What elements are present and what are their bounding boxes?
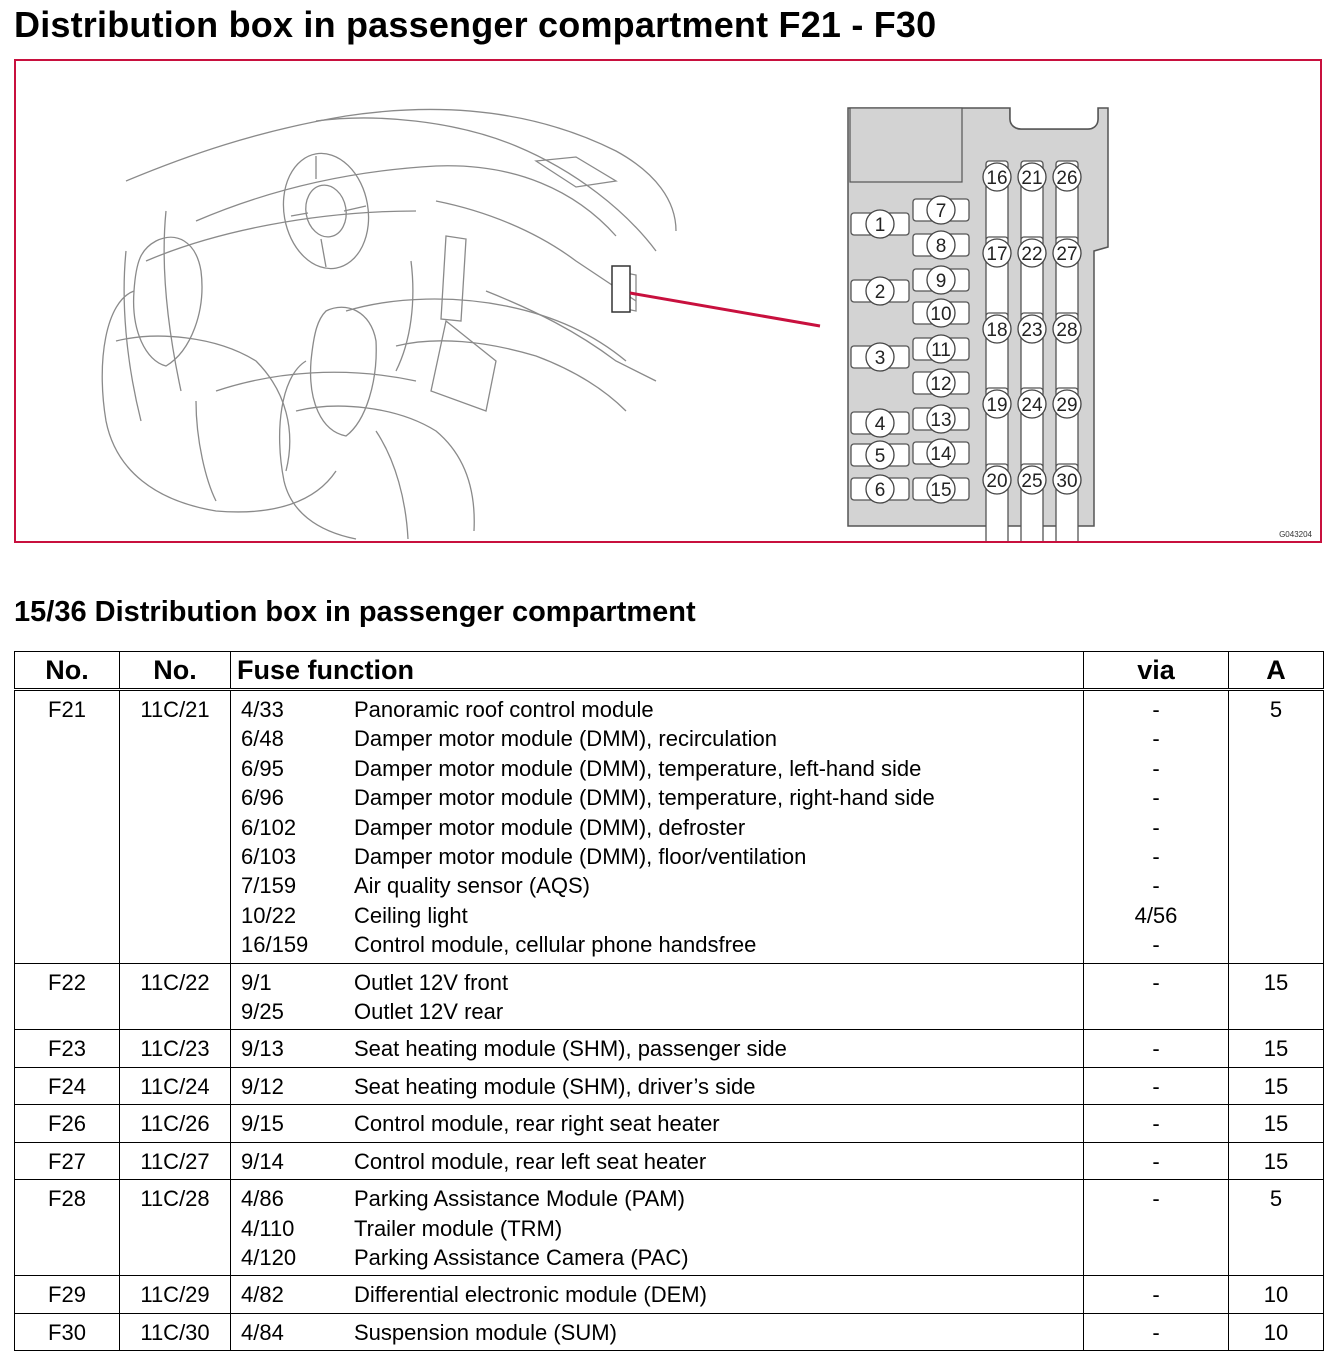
fuse-slot-label: 21 (1021, 168, 1043, 189)
fuse-slot-label: 2 (874, 282, 886, 303)
fuse-slot (1053, 388, 1081, 470)
section-title: 15/36 Distribution box in passenger compartment (14, 596, 696, 628)
fuse-slot-label: 13 (930, 410, 952, 431)
header-ampere: A (1229, 652, 1324, 690)
fuse-slot-label: 16 (986, 168, 1008, 189)
fuse-slot-label: 15 (930, 480, 952, 501)
fuse-number-cell: F26 (15, 1105, 120, 1142)
fuse-slot-label: 24 (1021, 395, 1043, 416)
function-code: 6/102 (241, 814, 297, 840)
fuse-box-diagram (848, 108, 1108, 541)
fuse-slot-label: 8 (935, 236, 947, 257)
table-row (15, 1276, 1324, 1313)
function-line (241, 930, 1077, 959)
via-cell (1084, 1276, 1229, 1313)
via-cell (1084, 1067, 1229, 1104)
fuse-slot (1018, 464, 1046, 541)
fuse-slot-label: 9 (935, 271, 947, 292)
via-value: - (1152, 697, 1160, 722)
function-code: 9/12 (241, 1073, 284, 1099)
fuse-slot-label: 19 (986, 395, 1008, 416)
fuse-function-cell (231, 963, 1084, 1030)
figure-canvas (16, 61, 1320, 541)
function-code: 6/96 (241, 785, 284, 811)
function-line (241, 871, 1077, 900)
via-value (1090, 997, 1222, 1026)
fuse-slot (851, 277, 909, 305)
fuse-slot (851, 475, 909, 503)
fuse-slot (1053, 313, 1081, 395)
function-code: 9/25 (241, 999, 284, 1025)
function-description: Air quality sensor (AQS) (354, 873, 590, 899)
fuse-slot (1053, 464, 1081, 541)
fuse-slot (913, 299, 969, 327)
fuse-number-cell: F22 (15, 963, 120, 1030)
via-value: - (1152, 873, 1160, 899)
fuse-slot (1018, 237, 1046, 319)
fuse-slot (913, 335, 969, 363)
fuse-function-cell (231, 1313, 1084, 1350)
connector-number-cell: 11C/30 (120, 1313, 231, 1350)
function-line (241, 695, 1077, 724)
figure-code: G043204 (1279, 530, 1312, 539)
connector-number-cell: 11C/23 (120, 1030, 231, 1067)
function-code: 4/110 (241, 1215, 295, 1241)
function-description: Damper motor module (DMM), defroster (354, 814, 746, 840)
function-line (241, 783, 1077, 812)
header-fuse-function: Fuse function (231, 652, 1084, 690)
function-code: 9/13 (241, 1036, 284, 1062)
fuse-slot-label: 1 (874, 215, 886, 236)
function-code: 6/103 (241, 844, 297, 870)
connector-number-cell: 11C/26 (120, 1105, 231, 1142)
function-description: Seat heating module (SHM), driver’s side (354, 1073, 756, 1099)
fuse-slot (1018, 388, 1046, 470)
via-value: - (1152, 755, 1160, 781)
function-code: 9/15 (241, 1111, 284, 1137)
function-line (241, 901, 1077, 930)
table-row (15, 1067, 1324, 1104)
via-value: - (1152, 1319, 1160, 1345)
via-value: - (1152, 814, 1160, 840)
fuse-slot (851, 441, 909, 469)
fuse-slot (983, 237, 1011, 319)
function-line (241, 1214, 1077, 1243)
function-line (241, 724, 1077, 753)
function-description: Control module, rear right seat heater (354, 1111, 720, 1137)
fuse-slot-label: 4 (874, 414, 886, 435)
via-value: - (1152, 1186, 1160, 1212)
fuse-number-cell: F21 (15, 690, 120, 964)
fuse-slot (983, 388, 1011, 470)
connector-number-cell: 11C/29 (120, 1276, 231, 1313)
fuse-slot (851, 409, 909, 437)
function-code: 16/159 (241, 932, 309, 958)
via-value: - (1152, 1148, 1160, 1174)
function-line (241, 1072, 1077, 1101)
table-row (15, 690, 1324, 964)
fuse-slot (851, 210, 909, 238)
via-value: 4/56 (1134, 902, 1178, 928)
function-line (241, 842, 1077, 871)
ampere-cell: 15 (1229, 1142, 1324, 1179)
fuse-number-cell: F30 (15, 1313, 120, 1350)
function-code: 4/33 (241, 697, 284, 722)
fuse-slot (913, 405, 969, 433)
table-row (15, 1313, 1324, 1350)
fuse-slot-label: 3 (874, 348, 886, 369)
via-value: - (1152, 1036, 1160, 1062)
via-value: - (1152, 1073, 1160, 1099)
via-cell (1084, 1142, 1229, 1179)
fuse-number-cell: F24 (15, 1067, 120, 1104)
fuse-function-cell (231, 1276, 1084, 1313)
ampere-cell: 15 (1229, 963, 1324, 1030)
function-description: Damper motor module (DMM), temperature, right-hand side (354, 785, 935, 811)
fuse-slot (851, 343, 909, 371)
ampere-cell: 15 (1229, 1105, 1324, 1142)
function-description: Control module, rear left seat heater (354, 1148, 707, 1174)
function-description: Panoramic roof control module (354, 697, 654, 722)
function-description: Suspension module (SUM) (354, 1319, 617, 1345)
function-code: 9/1 (241, 969, 272, 995)
fuse-slot-label: 14 (930, 444, 952, 465)
via-cell (1084, 1105, 1229, 1142)
fuse-slot (983, 464, 1011, 541)
fuse-slot-label: 26 (1056, 168, 1078, 189)
ampere-cell: 10 (1229, 1313, 1324, 1350)
via-value: - (1152, 1111, 1160, 1137)
header-via: via (1084, 652, 1229, 690)
fuse-slot-label: 7 (935, 201, 947, 222)
fuse-number-cell: F28 (15, 1180, 120, 1276)
function-code: 6/95 (241, 755, 284, 781)
car-interior-illustration (102, 109, 676, 539)
function-description: Seat heating module (SHM), passenger side (354, 1036, 787, 1062)
fuse-slot (1018, 161, 1046, 243)
fuse-slot (1053, 161, 1081, 243)
function-code: 4/86 (241, 1186, 284, 1212)
function-line (241, 1318, 1077, 1347)
function-line (241, 1184, 1077, 1213)
fuse-slot (983, 161, 1011, 243)
function-code: 9/14 (241, 1148, 284, 1174)
header-connector-no: No. (120, 652, 231, 690)
fuse-slot (913, 369, 969, 397)
function-code: 4/120 (241, 1244, 297, 1270)
function-line (241, 1280, 1077, 1309)
fuse-function-cell (231, 690, 1084, 964)
function-description: Damper motor module (DMM), floor/ventilation (354, 844, 807, 870)
fuse-slot (913, 266, 969, 294)
via-cell (1084, 1313, 1229, 1350)
via-value: - (1152, 969, 1160, 995)
fuse-slot (913, 196, 969, 224)
fuse-function-cell (231, 1105, 1084, 1142)
fuse-number-cell: F29 (15, 1276, 120, 1313)
function-description: Parking Assistance Camera (PAC) (354, 1244, 689, 1270)
fuse-slot-label: 11 (931, 340, 951, 361)
function-code: 6/48 (241, 726, 284, 752)
fuse-slot-label: 23 (1021, 320, 1043, 341)
table-row (15, 1180, 1324, 1276)
header-fuse-no: No. (15, 652, 120, 690)
fuse-slot-label: 30 (1056, 471, 1078, 492)
via-value: - (1152, 726, 1160, 752)
fuse-slot-label: 12 (930, 374, 952, 395)
function-line (241, 1243, 1077, 1272)
function-line (241, 754, 1077, 783)
connector-number-cell: 11C/24 (120, 1067, 231, 1104)
fuse-function-cell (231, 1180, 1084, 1276)
ampere-cell: 10 (1229, 1276, 1324, 1313)
fuse-number-cell: F27 (15, 1142, 120, 1179)
function-description: Damper motor module (DMM), temperature, left-hand side (354, 755, 922, 781)
function-description: Differential electronic module (DEM) (354, 1282, 707, 1308)
location-figure (14, 59, 1322, 543)
table-row (15, 1142, 1324, 1179)
function-line (241, 1147, 1077, 1176)
function-line (241, 1034, 1077, 1063)
via-cell (1084, 1030, 1229, 1067)
function-description: Ceiling light (354, 902, 468, 928)
function-description: Trailer module (TRM) (354, 1215, 563, 1241)
ampere-cell: 15 (1229, 1030, 1324, 1067)
fuse-slot-label: 10 (930, 304, 952, 325)
connector-number-cell: 11C/21 (120, 690, 231, 964)
fuse-slot-label: 17 (986, 244, 1008, 265)
via-cell (1084, 1180, 1229, 1276)
ampere-cell: 5 (1229, 1180, 1324, 1276)
function-code: 7/159 (241, 873, 297, 899)
fuse-slot (913, 439, 969, 467)
fuse-function-cell (231, 1030, 1084, 1067)
ampere-cell: 5 (1229, 690, 1324, 964)
function-code: 10/22 (241, 902, 297, 928)
fuse-slot (1018, 313, 1046, 395)
via-value: - (1152, 1282, 1160, 1308)
page-title: Distribution box in passenger compartment F21 - F30 (14, 4, 937, 45)
fuse-slot-label: 29 (1056, 395, 1078, 416)
fuse-number-cell: F23 (15, 1030, 120, 1067)
function-line (241, 968, 1077, 997)
fuse-slot (1053, 237, 1081, 319)
fuse-slot-label: 20 (986, 471, 1008, 492)
function-description: Outlet 12V front (354, 969, 509, 995)
via-value: - (1152, 932, 1160, 958)
table-row (15, 1105, 1324, 1142)
table-row (15, 963, 1324, 1030)
fuse-slot (983, 313, 1011, 395)
function-description: Parking Assistance Module (PAM) (354, 1186, 685, 1212)
fuse-slot-label: 6 (874, 480, 886, 501)
ampere-cell: 15 (1229, 1067, 1324, 1104)
fuse-table (14, 651, 1324, 1351)
connector-number-cell: 11C/28 (120, 1180, 231, 1276)
fuse-function-cell (231, 1142, 1084, 1179)
via-value: - (1152, 785, 1160, 811)
function-description: Damper motor module (DMM), recirculation (354, 726, 777, 752)
function-line (241, 813, 1077, 842)
connector-number-cell: 11C/27 (120, 1142, 231, 1179)
function-description: Control module, cellular phone handsfree (354, 932, 757, 958)
via-cell (1084, 690, 1229, 964)
fuse-box-pointer (612, 266, 820, 326)
function-description: Outlet 12V rear (354, 999, 504, 1025)
fuse-slot-label: 22 (1021, 244, 1043, 265)
fuse-slot (913, 475, 969, 503)
via-value (1090, 1214, 1222, 1243)
fuse-slot-label: 18 (986, 320, 1008, 341)
connector-number-cell: 11C/22 (120, 963, 231, 1030)
via-value: - (1152, 844, 1160, 870)
function-code: 4/84 (241, 1319, 284, 1345)
table-header-row (15, 652, 1324, 690)
function-code: 4/82 (241, 1282, 284, 1308)
fuse-slot (913, 231, 969, 259)
via-value (1090, 1243, 1222, 1272)
function-line (241, 997, 1077, 1026)
fuse-function-cell (231, 1067, 1084, 1104)
fuse-slot-label: 27 (1056, 244, 1078, 265)
fuse-slot-label: 25 (1021, 471, 1043, 492)
fuse-slot-label: 28 (1056, 320, 1078, 341)
function-line (241, 1109, 1077, 1138)
table-row (15, 1030, 1324, 1067)
fuse-slot-label: 5 (874, 446, 886, 467)
via-cell (1084, 963, 1229, 1030)
